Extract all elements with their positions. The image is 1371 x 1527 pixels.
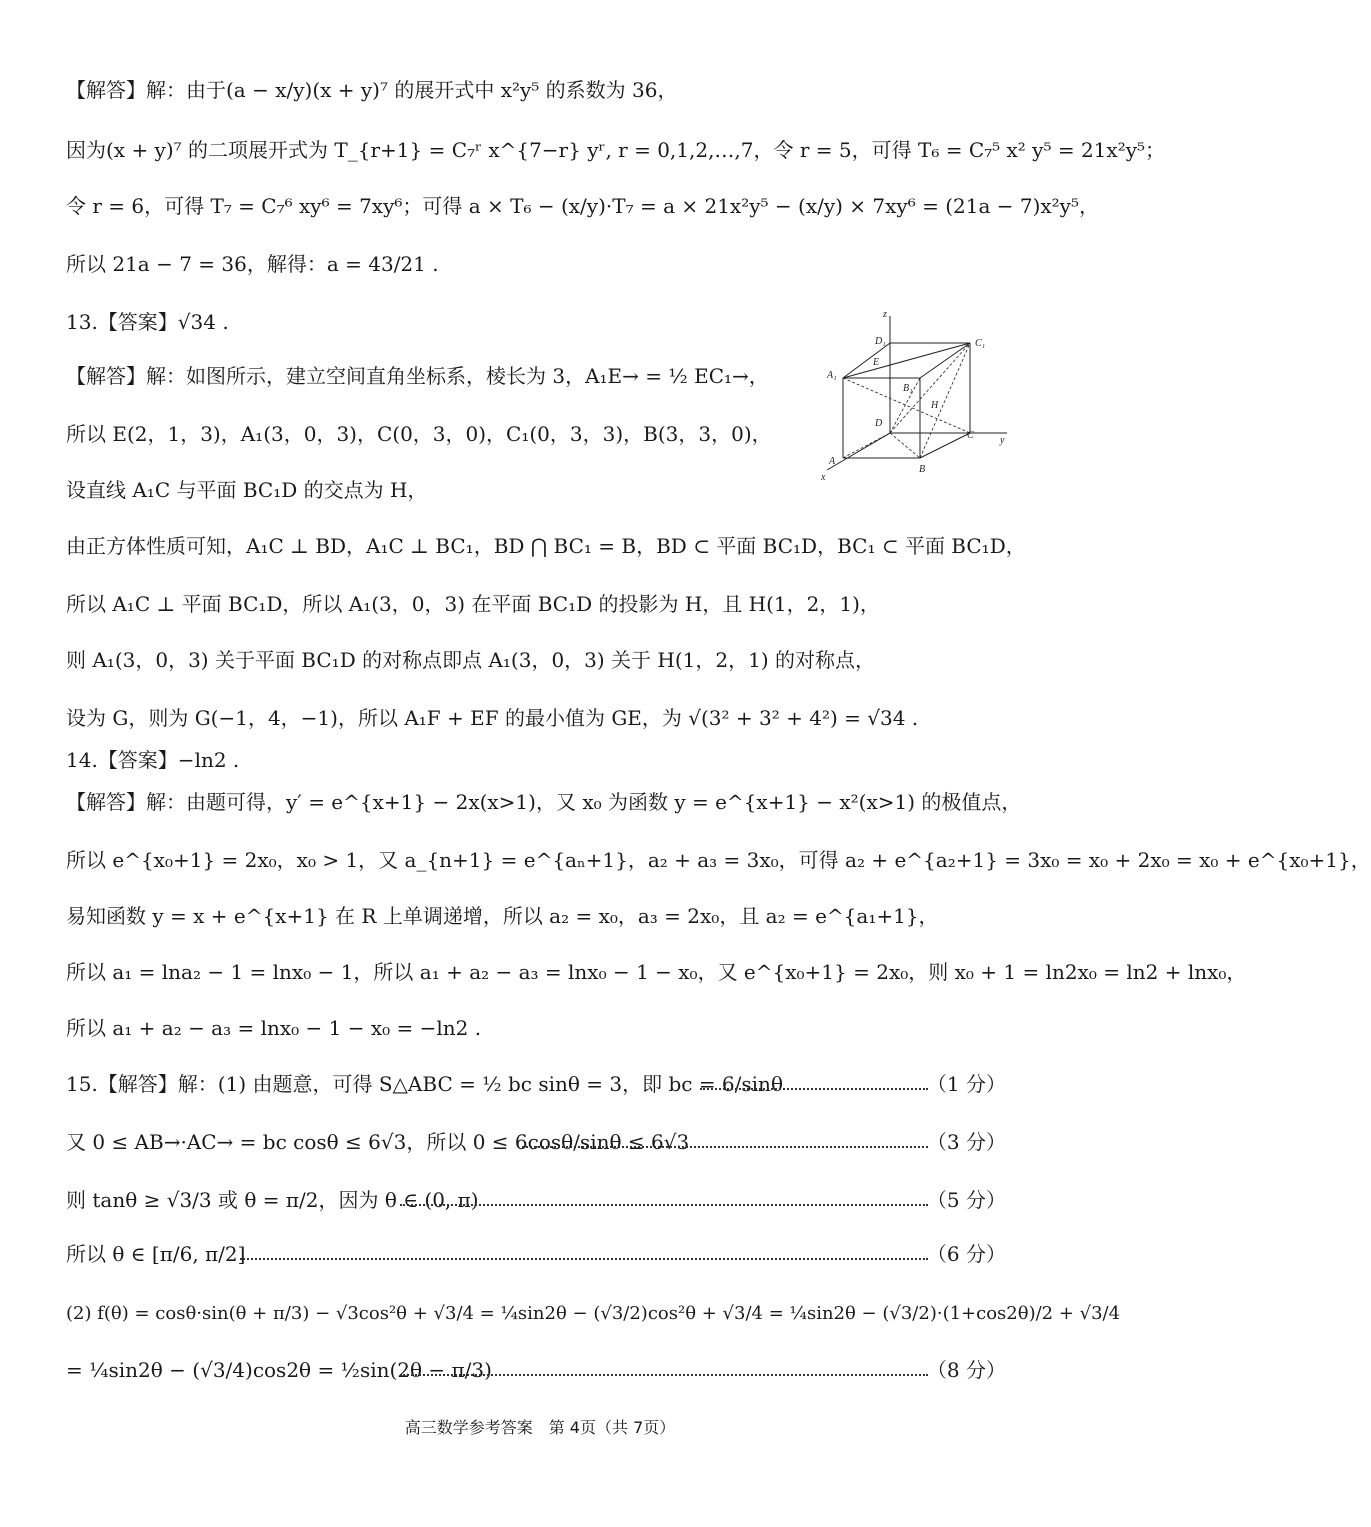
leader-dots xyxy=(400,1202,928,1206)
axis-label-z: z xyxy=(883,309,887,320)
label-B1: B₁ xyxy=(903,383,913,394)
text-line-13c: 设直线 A₁C 与平面 BC₁D 的交点为 H， xyxy=(66,478,428,502)
score-3: （3 分） xyxy=(926,1130,1006,1154)
text-line-13d: 由正方体性质可知，A₁C ⊥ BD，A₁C ⊥ BC₁，BD ⋂ BC₁ = B，BD ⊂ 平面 BC₁D，BC₁ ⊂ 平面 BC₁D， xyxy=(66,534,1026,558)
cube-figure xyxy=(815,308,1015,486)
text-line-13a: 【解答】解：如图所示，建立空间直角坐标系，棱长为 3，A₁E→ = ½ EC₁→， xyxy=(66,364,769,388)
text-line-13f: 则 A₁(3，0，3) 关于平面 BC₁D 的对称点即点 A₁(3，0，3) 关于 H(1，2，1) 的对称点， xyxy=(66,648,875,672)
text-line-14a: 【解答】解：由题可得，y′ = e^{x+1} − 2x(x>1)，又 x₀ 为函数 y = e^{x+1} − x²(x>1) 的极值点， xyxy=(66,790,1022,814)
text-line-14c: 易知函数 y = x + e^{x+1} 在 R 上单调递增，所以 a₂ = x₀，a₃ = 2x₀，且 a₂ = e^{a₁+1}， xyxy=(66,904,939,928)
score-5: （5 分） xyxy=(926,1188,1006,1212)
label-D: D xyxy=(875,418,883,429)
answer-13: 13.【答案】√34 . xyxy=(66,310,229,334)
text-line-13g: 设为 G，则为 G(−1，4，−1)，所以 A₁F + EF 的最小值为 GE，为 √(3² + 3² + 4²) = √34 . xyxy=(66,706,919,730)
score-6: （6 分） xyxy=(926,1242,1006,1266)
text-line-13e: 所以 A₁C ⊥ 平面 BC₁D，所以 A₁(3，0，3) 在平面 BC₁D 的投影为 H，且 H(1，2，1)， xyxy=(66,592,880,616)
text-line-15e: (2) f(θ) = cosθ·sin(θ + π/3) − √3cos²θ + √3/4 = ¼sin2θ − (√3/2)cos²θ + √3/4 = ¼sin2θ − (√3/2)·(1+cos2θ)/2 + √3/4 xyxy=(66,1303,1121,1324)
text-line-3: 令 r = 6，可得 T₇ = C₇⁶ xy⁶ = 7xy⁶；可得 a × T₆ − (x/y)·T₇ = a × 21x²y⁵ − (x/y) × 7xy⁶ = (21a − 7)x²y⁵， xyxy=(66,194,1099,218)
label-B: B xyxy=(919,464,926,475)
text-line-15d: 所以 θ ∈ [π/6, π/2] xyxy=(66,1242,246,1266)
leader-dots xyxy=(400,1372,928,1376)
label-C1: C₁ xyxy=(975,338,986,349)
leader-dots xyxy=(700,1086,928,1090)
text-line-1: 【解答】解：由于(a − x/y)(x + y)⁷ 的展开式中 x²y⁵ 的系数为 36， xyxy=(66,78,678,102)
answer-14: 14.【答案】−ln2 . xyxy=(66,748,240,772)
text-line-15f: = ¼sin2θ − (√3/4)cos2θ = ½sin(2θ − π/3) xyxy=(66,1358,492,1382)
text-line-15a: 15.【解答】解：(1) 由题意，可得 S△ABC = ½ bc sinθ = 3，即 bc = 6/sinθ xyxy=(66,1072,783,1096)
text-line-4: 所以 21a − 7 = 36，解得：a = 43/21 . xyxy=(66,252,439,276)
label-D1: D₁ xyxy=(875,336,886,347)
axis-label-y: y xyxy=(1000,435,1005,446)
score-1: （1 分） xyxy=(926,1072,1006,1096)
axis-label-x: x xyxy=(821,472,826,483)
text-line-14d: 所以 a₁ = lna₂ − 1 = lnx₀ − 1，所以 a₁ + a₂ − a₃ = lnx₀ − 1 − x₀，又 e^{x₀+1} = 2x₀，则 x₀ + 1 = ln2x₀ = ln2 + lnx₀， xyxy=(66,960,1247,984)
score-8: （8 分） xyxy=(926,1358,1006,1382)
leader-dots xyxy=(240,1256,928,1260)
text-line-2: 因为(x + y)⁷ 的二项展开式为 T_{r+1} = C₇ʳ x^{7−r} yʳ, r = 0,1,2,…,7，令 r = 5，可得 T₆ = C₇⁵ x² y⁵ = 21x²y⁵； xyxy=(66,138,1166,162)
label-C: C xyxy=(967,430,974,441)
page-footer: 高三数学参考答案 第 4页（共 7页） xyxy=(404,1418,676,1437)
label-A: A xyxy=(829,456,836,467)
label-A1: A₁ xyxy=(827,370,837,381)
leader-dots xyxy=(522,1144,928,1148)
text-line-14b: 所以 e^{x₀+1} = 2x₀，x₀ > 1，又 a_{n+1} = e^{aₙ+1}，a₂ + a₃ = 3x₀，可得 a₂ + e^{a₂+1} = 3x₀ = x₀ + 2x₀ = x₀ + e^{x₀+1}， xyxy=(66,848,1371,872)
label-E: E xyxy=(873,357,880,368)
text-line-14e: 所以 a₁ + a₂ − a₃ = lnx₀ − 1 − x₀ = −ln2 . xyxy=(66,1016,482,1040)
label-H: H xyxy=(931,400,939,411)
text-line-15b: 又 0 ≤ AB→·AC→ = bc cosθ ≤ 6√3，所以 0 ≤ 6cosθ/sinθ ≤ 6√3 xyxy=(66,1130,690,1154)
text-line-13b: 所以 E(2，1，3)，A₁(3，0，3)，C(0，3，0)，C₁(0，3，3)，B(3，3，0)， xyxy=(66,422,772,446)
text-line-15c: 则 tanθ ≥ √3/3 或 θ = π/2，因为 θ ∈ (0, π) xyxy=(66,1188,479,1212)
